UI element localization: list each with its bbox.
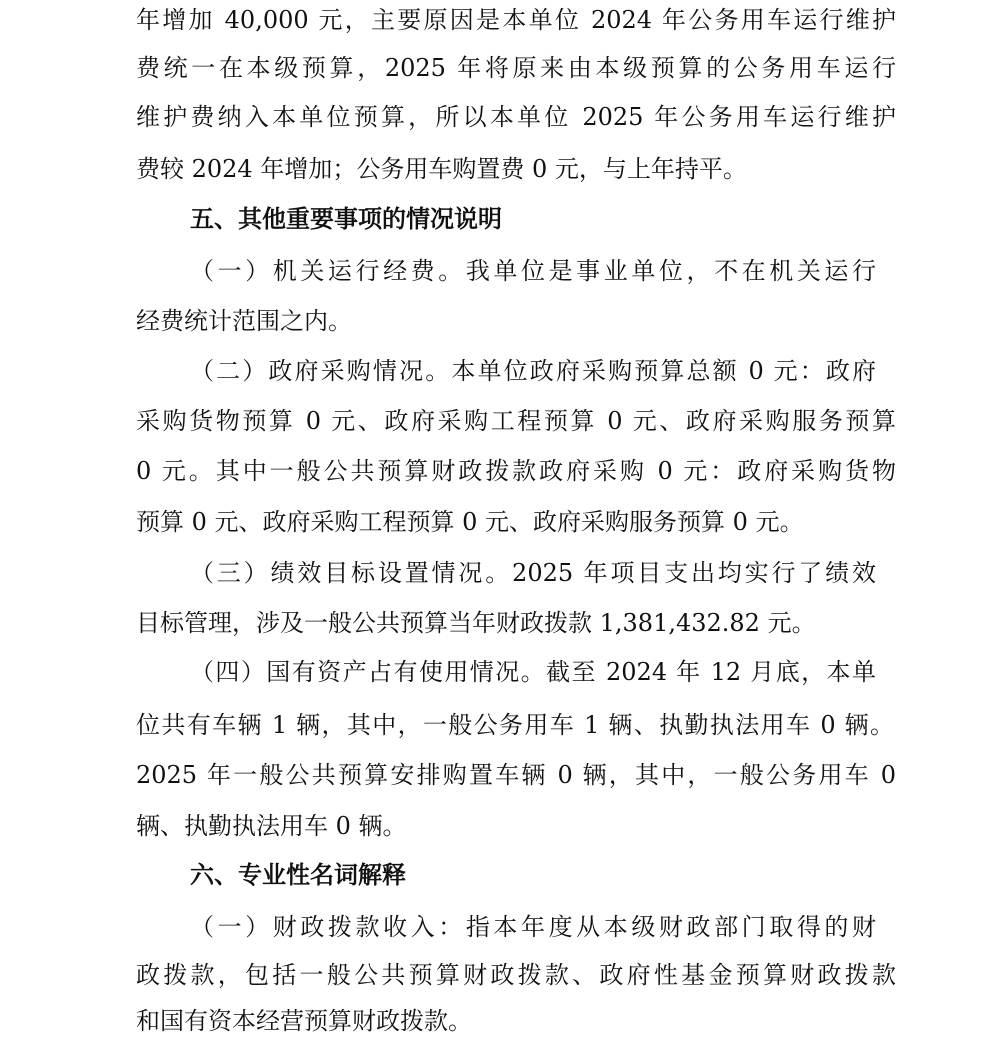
paragraph-4-line-1: （四）国有资产占有使用情况。截至 2024 年 12 月底，本单 xyxy=(190,658,876,686)
paragraph-4-line-2: 位共有车辆 1 辆，其中，一般公务用车 1 辆、执勤执法用车 0 辆。 xyxy=(136,711,894,739)
text-line-3: 维护费纳入本单位预算，所以本单位 2025 年公务用车运行维护 xyxy=(136,103,896,131)
paragraph-1-line-2: 经费统计范围之内。 xyxy=(136,307,352,335)
paragraph-5-line-1: （一）财政拨款收入：指本年度从本级财政部门取得的财 xyxy=(190,913,876,941)
paragraph-3-line-1: （三）绩效目标设置情况。2025 年项目支出均实行了绩效 xyxy=(190,559,876,587)
paragraph-4-line-3: 2025 年一般公共预算安排购置车辆 0 辆，其中，一般公务用车 0 xyxy=(136,761,896,789)
paragraph-1-line-1: （一）机关运行经费。我单位是事业单位，不在机关运行 xyxy=(190,257,876,285)
section-heading-5: 五、其他重要事项的情况说明 xyxy=(190,205,502,233)
paragraph-4-line-4: 辆、执勤执法用车 0 辆。 xyxy=(136,812,407,840)
text-line-1: 年增加 40,000 元，主要原因是本单位 2024 年公务用车运行维护 xyxy=(136,6,896,34)
text-line-2: 费统一在本级预算，2025 年将原来由本级预算的公务用车运行 xyxy=(136,54,896,82)
paragraph-2-line-4: 预算 0 元、政府采购工程预算 0 元、政府采购服务预算 0 元。 xyxy=(136,508,804,536)
paragraph-3-line-2: 目标管理，涉及一般公共预算当年财政拨款 1,381,432.82 元。 xyxy=(136,609,816,637)
paragraph-2-line-2: 采购货物预算 0 元、政府采购工程预算 0 元、政府采购服务预算 xyxy=(136,407,896,435)
paragraph-5-line-2: 政拨款，包括一般公共预算财政拨款、政府性基金预算财政拨款 xyxy=(136,961,896,989)
paragraph-2-line-1: （二）政府采购情况。本单位政府采购预算总额 0 元：政府 xyxy=(190,357,876,385)
text-line-4: 费较 2024 年增加；公务用车购置费 0 元，与上年持平。 xyxy=(136,155,747,183)
paragraph-2-line-3: 0 元。其中一般公共预算财政拨款政府采购 0 元：政府采购货物 xyxy=(136,457,896,485)
section-heading-6: 六、专业性名词解释 xyxy=(190,861,406,889)
paragraph-5-line-3: 和国有资本经营预算财政拨款。 xyxy=(136,1007,472,1035)
